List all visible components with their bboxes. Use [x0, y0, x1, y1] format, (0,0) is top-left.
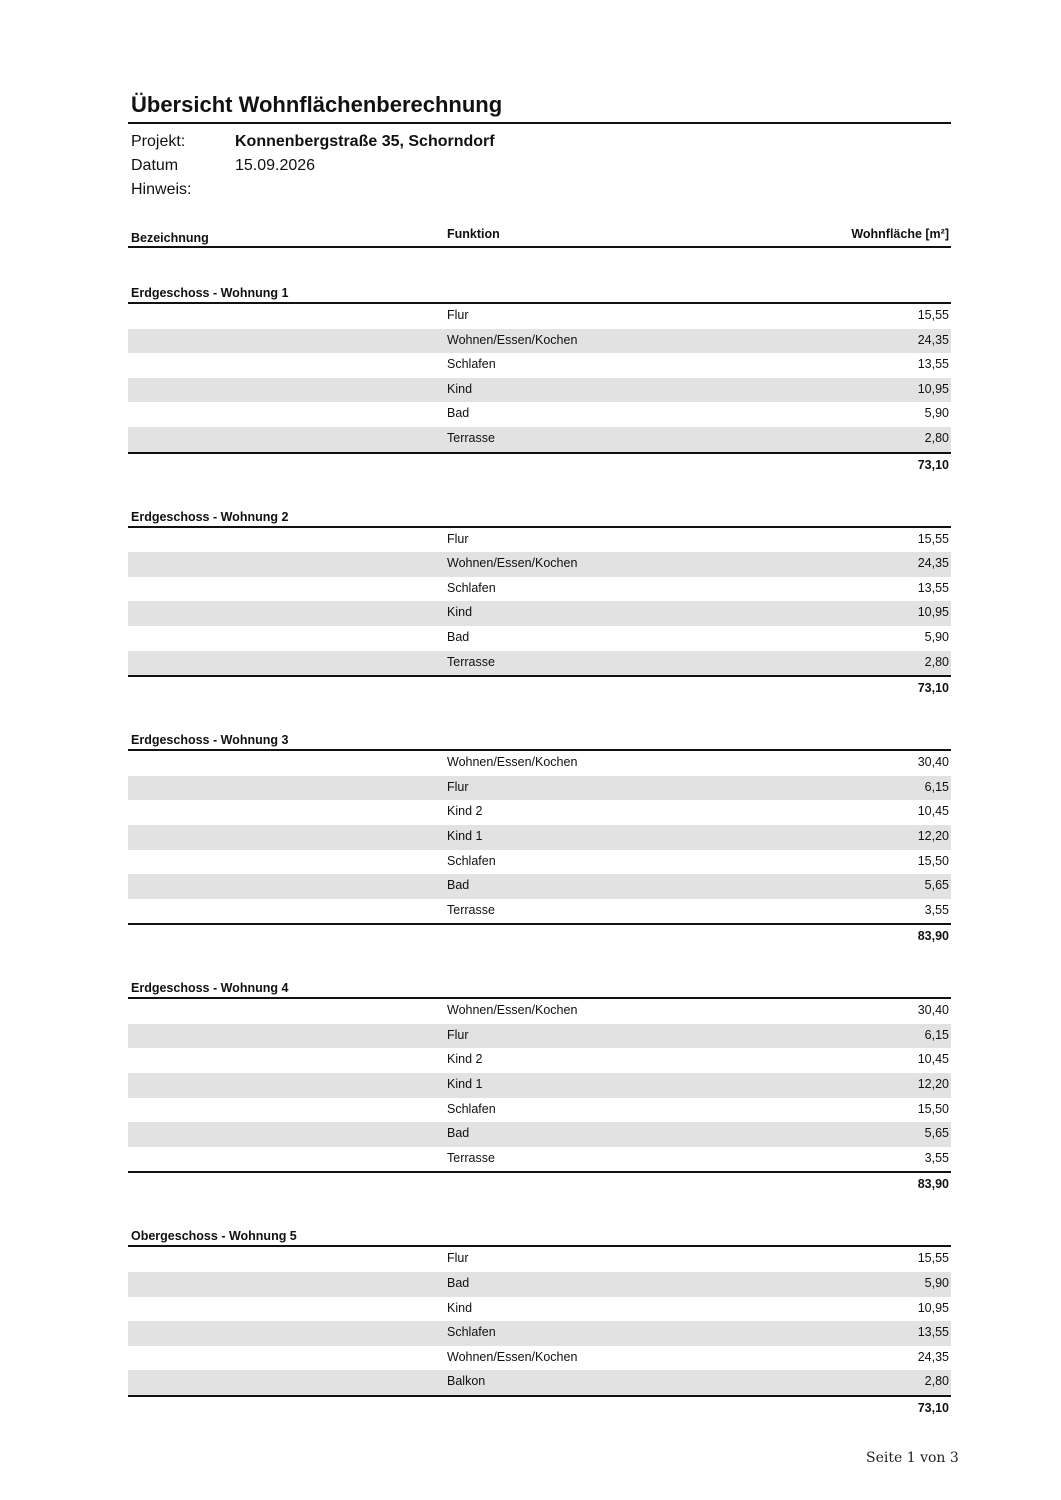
table-row	[128, 304, 951, 329]
area-cell: 10,95	[917, 1300, 949, 1315]
area-cell: 24,35	[917, 556, 949, 571]
designation-cell	[128, 1346, 447, 1371]
area-cell: 6,15	[924, 1027, 949, 1042]
designation-cell	[128, 601, 447, 626]
designation-cell	[128, 577, 447, 602]
area-cell: 13,55	[917, 580, 949, 595]
designation-cell	[128, 626, 447, 651]
document-page	[128, 90, 951, 1419]
function-cell: Wohnen/Essen/Kochen	[447, 556, 578, 571]
area-cell: 15,50	[917, 1101, 949, 1116]
area-cell: 6,15	[924, 779, 949, 794]
designation-cell	[128, 850, 447, 875]
column-header	[128, 220, 951, 248]
section-title: Erdgeschoss - Wohnung 2	[128, 508, 951, 528]
section-rows	[128, 999, 951, 1173]
table-row	[128, 1321, 951, 1346]
table-row	[128, 577, 951, 602]
table-row	[128, 378, 951, 403]
designation-cell	[128, 528, 447, 553]
area-cell: 2,80	[924, 430, 949, 445]
area-cell: 13,55	[917, 357, 949, 372]
designation-cell	[128, 1370, 447, 1395]
note-row	[128, 178, 951, 202]
table-row	[128, 800, 951, 825]
section-total: 83,90	[917, 1177, 949, 1192]
table-row	[128, 626, 951, 651]
table-row	[128, 528, 951, 553]
area-cell: 24,35	[917, 332, 949, 347]
designation-cell	[128, 1247, 447, 1272]
table-row	[128, 552, 951, 577]
function-cell: Kind	[447, 381, 473, 396]
title-divider	[128, 122, 951, 124]
area-cell: 5,65	[924, 1126, 949, 1141]
section-rows	[128, 1247, 951, 1397]
table-row	[128, 751, 951, 776]
apartment-section	[128, 284, 951, 476]
designation-cell	[128, 899, 447, 924]
table-row	[128, 999, 951, 1024]
table-row	[128, 874, 951, 899]
section-total: 83,90	[917, 929, 949, 944]
area-cell: 5,65	[924, 878, 949, 893]
function-cell: Terrasse	[447, 902, 495, 917]
date-label: Datum	[131, 157, 179, 174]
section-title: Erdgeschoss - Wohnung 1	[128, 284, 951, 304]
designation-cell	[128, 999, 447, 1024]
area-cell: 2,80	[924, 1374, 949, 1389]
designation-cell	[128, 1024, 447, 1049]
area-cell: 5,90	[924, 1276, 949, 1291]
function-cell: Flur	[447, 308, 469, 322]
section-rows	[128, 304, 951, 454]
area-cell: 30,40	[917, 755, 949, 770]
area-cell: 10,95	[917, 381, 949, 396]
area-cell: 24,35	[917, 1349, 949, 1364]
function-cell: Kind	[447, 1300, 473, 1315]
table-row	[128, 601, 951, 626]
function-cell: Kind 2	[447, 804, 483, 819]
area-cell: 13,55	[917, 1325, 949, 1340]
designation-cell	[128, 1321, 447, 1346]
designation-cell	[128, 1073, 447, 1098]
apartment-section	[128, 1227, 951, 1419]
project-meta	[128, 130, 951, 202]
table-row	[128, 1346, 951, 1371]
area-cell: 15,50	[917, 853, 949, 868]
section-title: Obergeschoss - Wohnung 5	[128, 1227, 951, 1247]
function-cell: Schlafen	[447, 1325, 496, 1340]
table-row	[128, 825, 951, 850]
function-cell: Terrasse	[447, 430, 495, 445]
note-label: Hinweis:	[131, 181, 192, 198]
table-row	[128, 1272, 951, 1297]
project-label: Projekt:	[131, 133, 186, 150]
area-cell: 15,55	[917, 1251, 949, 1266]
area-cell: 3,55	[924, 1150, 949, 1165]
function-cell: Wohnen/Essen/Kochen	[447, 1349, 578, 1364]
function-cell: Flur	[447, 779, 469, 794]
column-area: Wohnfläche [m²]	[851, 227, 949, 241]
date-value: 15.09.2026	[235, 157, 316, 174]
function-cell: Balkon	[447, 1374, 486, 1389]
table-row	[128, 1048, 951, 1073]
function-cell: Schlafen	[447, 580, 496, 595]
area-cell: 3,55	[924, 902, 949, 917]
designation-cell	[128, 776, 447, 801]
area-cell: 5,90	[924, 629, 949, 644]
project-row	[128, 130, 951, 154]
project-value: Konnenbergstraße 35, Schorndorf	[235, 133, 495, 150]
table-row	[128, 353, 951, 378]
designation-cell	[128, 651, 447, 676]
table-row	[128, 329, 951, 354]
section-total: 73,10	[917, 457, 949, 472]
designation-cell	[128, 1098, 447, 1123]
designation-cell	[128, 1297, 447, 1322]
function-cell: Schlafen	[447, 357, 496, 372]
area-cell: 15,55	[917, 531, 949, 546]
table-row	[128, 651, 951, 676]
function-cell: Flur	[447, 1027, 469, 1042]
area-cell: 30,40	[917, 1003, 949, 1018]
function-cell: Flur	[447, 531, 469, 546]
designation-cell	[128, 1272, 447, 1297]
function-cell: Wohnen/Essen/Kochen	[447, 332, 578, 347]
area-cell: 10,45	[917, 1052, 949, 1067]
table-row	[128, 1122, 951, 1147]
section-title: Erdgeschoss - Wohnung 4	[128, 979, 951, 999]
table-row	[128, 899, 951, 924]
note-value	[235, 178, 951, 202]
area-cell: 12,20	[917, 828, 949, 843]
apartment-section	[128, 731, 951, 947]
designation-cell	[128, 1122, 447, 1147]
table-row	[128, 402, 951, 427]
table-row	[128, 1147, 951, 1172]
function-cell: Schlafen	[447, 1101, 496, 1116]
designation-cell	[128, 874, 447, 899]
function-cell: Terrasse	[447, 654, 495, 669]
table-row	[128, 1247, 951, 1272]
area-cell: 15,55	[917, 308, 949, 322]
designation-cell	[128, 1147, 447, 1172]
sections-container	[128, 284, 951, 1419]
apartment-section	[128, 508, 951, 700]
designation-cell	[128, 402, 447, 427]
designation-cell	[128, 427, 447, 452]
section-total: 73,10	[917, 1401, 949, 1415]
function-cell: Bad	[447, 629, 470, 644]
function-cell: Bad	[447, 406, 470, 421]
function-cell: Kind 1	[447, 1077, 483, 1092]
table-row	[128, 1370, 951, 1395]
designation-cell	[128, 800, 447, 825]
section-rows	[128, 528, 951, 678]
area-cell: 12,20	[917, 1077, 949, 1092]
designation-cell	[128, 329, 447, 354]
area-cell: 5,90	[924, 406, 949, 421]
area-cell: 2,80	[924, 654, 949, 669]
function-cell: Wohnen/Essen/Kochen	[447, 755, 578, 770]
designation-cell	[128, 1048, 447, 1073]
column-designation: Bezeichnung	[131, 231, 209, 245]
designation-cell	[128, 378, 447, 403]
section-total: 73,10	[917, 681, 949, 696]
function-cell: Kind 2	[447, 1052, 483, 1067]
function-cell: Kind	[447, 605, 473, 620]
designation-cell	[128, 353, 447, 378]
designation-cell	[128, 552, 447, 577]
function-cell: Kind 1	[447, 828, 483, 843]
table-row	[128, 776, 951, 801]
area-cell: 10,95	[917, 605, 949, 620]
date-row	[128, 154, 951, 178]
table-row	[128, 1297, 951, 1322]
designation-cell	[128, 751, 447, 776]
function-cell: Terrasse	[447, 1150, 495, 1165]
function-cell: Flur	[447, 1251, 469, 1266]
table-row	[128, 1024, 951, 1049]
table-row	[128, 427, 951, 452]
designation-cell	[128, 825, 447, 850]
section-title: Erdgeschoss - Wohnung 3	[128, 731, 951, 751]
table-row	[128, 1073, 951, 1098]
page-title: Übersicht Wohnflächenberechnung	[131, 92, 503, 117]
area-cell: 10,45	[917, 804, 949, 819]
function-cell: Bad	[447, 1126, 470, 1141]
function-cell: Schlafen	[447, 853, 496, 868]
designation-cell	[128, 304, 447, 329]
table-row	[128, 850, 951, 875]
function-cell: Wohnen/Essen/Kochen	[447, 1003, 578, 1018]
function-cell: Bad	[447, 878, 470, 893]
function-cell: Bad	[447, 1276, 470, 1291]
section-rows	[128, 751, 951, 925]
page-number: Seite 1 von 3	[866, 1450, 959, 1466]
column-function: Funktion	[447, 227, 500, 241]
table-row	[128, 1098, 951, 1123]
apartment-section	[128, 979, 951, 1195]
